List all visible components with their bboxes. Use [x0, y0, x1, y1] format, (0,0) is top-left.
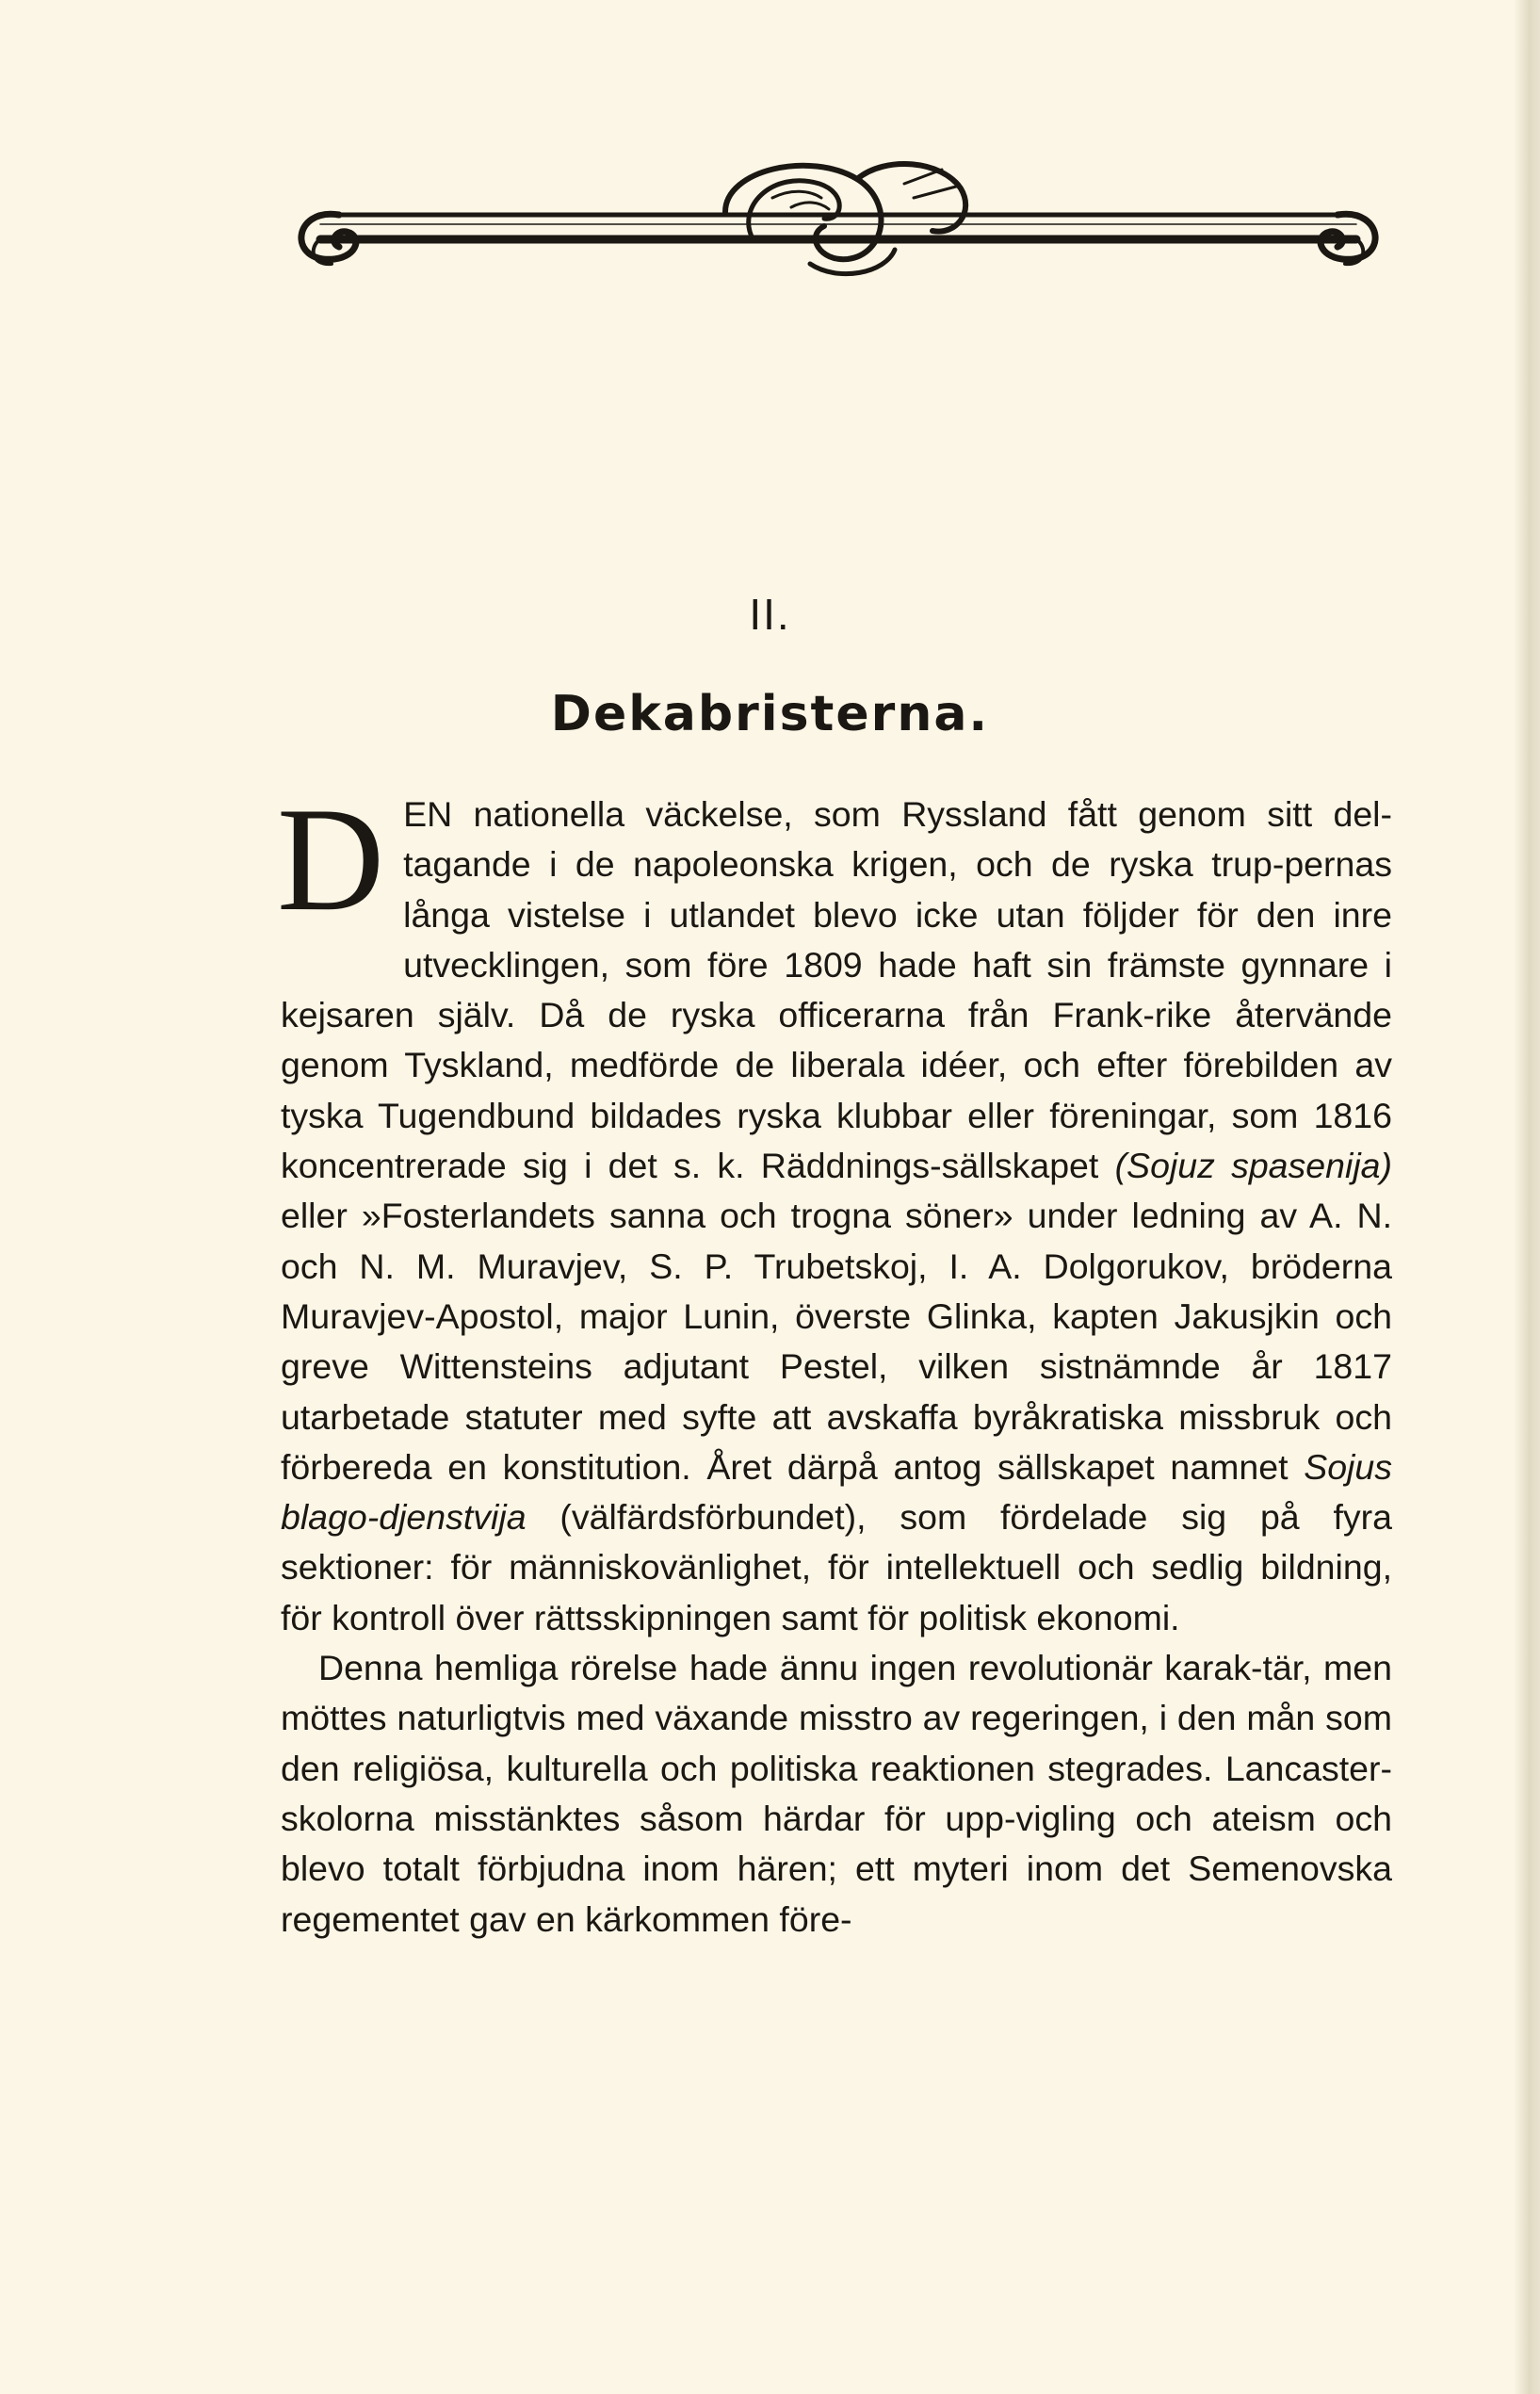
page-edge — [1514, 0, 1540, 2394]
paragraph-1-italic-a: (Sojuz spasenija) — [1114, 1146, 1393, 1186]
paragraph-1 — [277, 777, 1393, 1643]
ornamental-header-band — [283, 141, 1394, 292]
paragraph-2: Denna hemliga rörelse hade ännu ingen revolutionär karak-tär, men möttes naturligtvis med växande misstro av regeringen, i den mån som den religiösa, kulturella och politiska reaktionen stegrades. Lancaster-skolorna misstänktes såsom härdar för upp-vigling och ateism och blevo totalt förbjudna inom hären; ett myteri inom det Semenovska regementet gav en kärkommen före- — [281, 1648, 1392, 1939]
body-text — [277, 777, 1393, 1945]
paragraph-1-text-c: (välfärdsförbundet), som fördelade sig på fyra sektioner: för människovänlighet, för intellektuell och sedlig bildning, för kontroll över rättsskipningen samt för politisk ekonomi. — [281, 1497, 1392, 1637]
paragraph-1-text-a: EN nationella väckelse, som Ryssland fått genom sitt del-tagande i de napoleonska krigen, och de ryska trup-pernas långa vistelse i utlandet blevo icke utan följder för den inre utvecklingen, som före 1809 hade haft sin främste gynnare i kejsaren själv. Då de ryska officerarna från Frank-rike återvände genom Tyskland, medförde de liberala idéer, och efter förebilden av tyska Tugendbund bildades ryska klubbar eller föreningar, som 1816 koncentrerade sig i det s. k. Räddnings-sällskapet — [281, 794, 1392, 1186]
drop-cap: D — [277, 777, 385, 942]
paragraph-1-italic-b: Sojus blago-djenstvija — [281, 1446, 1392, 1538]
chapter-number: II. — [749, 590, 791, 639]
chapter-title: Dekabristerna. — [550, 686, 990, 742]
paragraph-1-text-b: eller »Fosterlandets sanna och trogna söner» under ledning av A. N. och N. M. Muravjev, S. P. Trubetskoj, I. A. Dolgorukov, bröderna Muravjev-Apostol, major Lunin, överste Glinka, kapten Jakusjkin och greve Wittensteins adjutant Pestel, vilken sistnämnde år 1817 utarbetade statuter med syfte att avskaffa byråkratiska missbruk och förbereda en konstitution. Året därpå antog sällskapet namnet — [281, 1196, 1392, 1487]
